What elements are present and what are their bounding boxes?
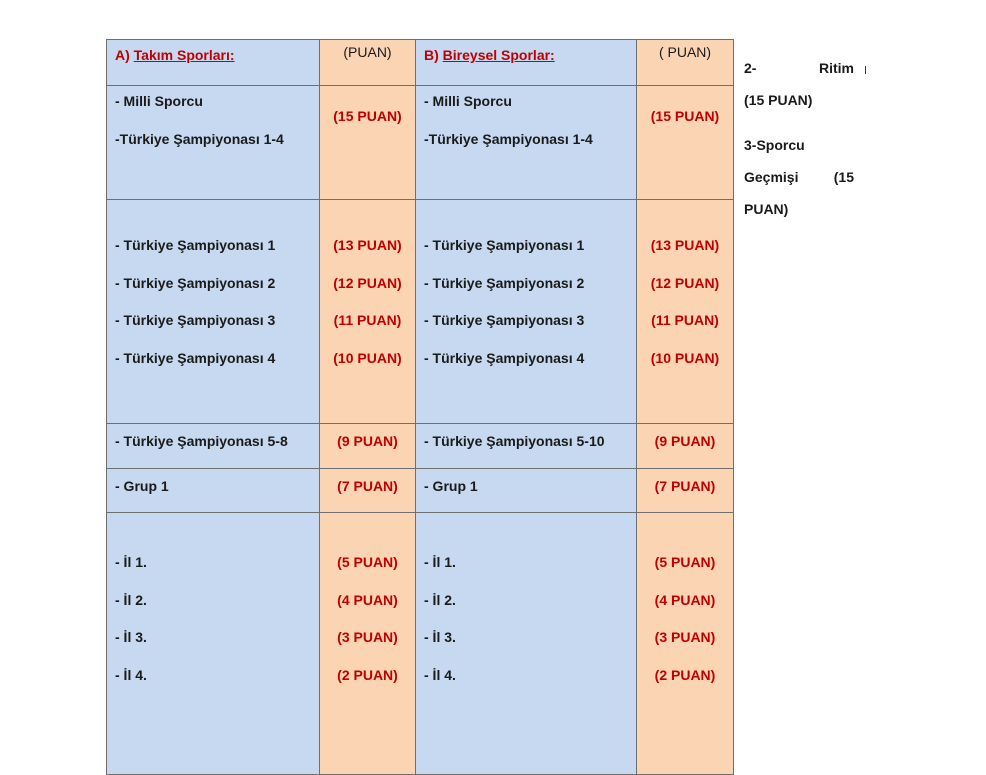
category-label: - Grup 1 — [115, 477, 169, 494]
points-value: (5 PUAN) — [654, 554, 716, 570]
team-points-header: (PUAN) — [320, 40, 416, 86]
category-label: - İl 4. — [115, 666, 147, 683]
individual-sports-prefix: B) — [424, 47, 439, 63]
table-row — [107, 424, 734, 469]
category-label: - İl 1. — [424, 554, 456, 570]
points-value: (9 PUAN) — [337, 433, 398, 449]
history-line-2b: (15 — [833, 169, 854, 185]
category-label: - Milli Sporcu — [424, 93, 512, 109]
category-label: -Türkiye Şampiyonası 1-4 — [115, 130, 284, 147]
points-cell — [637, 468, 734, 513]
rhythm-number: 2- — [744, 60, 757, 76]
points-value: (12 PUAN) — [650, 274, 720, 291]
score-table — [106, 39, 734, 775]
points-cell — [320, 468, 416, 513]
points-cell — [320, 424, 416, 469]
history-line-3: PUAN) — [744, 201, 789, 217]
team-sports-title: Takım Sporları: — [133, 47, 235, 63]
points-value: (10 PUAN) — [650, 349, 720, 366]
category-label: - Türkiye Şampiyonası 4 — [424, 349, 585, 366]
points-value: (11 PUAN) — [333, 312, 402, 328]
category-cell — [416, 468, 637, 513]
points-value: (13 PUAN) — [333, 237, 402, 253]
points-cell — [637, 86, 734, 200]
history-line-2a: Geçmişi — [744, 169, 799, 185]
points-value: (15 PUAN) — [333, 108, 402, 124]
points-value: (12 PUAN) — [333, 274, 402, 291]
category-cell — [416, 200, 637, 424]
individual-points-header: ( PUAN) — [637, 40, 734, 86]
category-label: - Türkiye Şampiyonası 1 — [115, 237, 276, 253]
side-note-history — [744, 135, 854, 231]
category-cell — [416, 86, 637, 200]
points-cell — [637, 513, 734, 775]
category-cell — [107, 424, 320, 469]
points-value: (13 PUAN) — [650, 237, 720, 253]
category-label: - Türkiye Şampiyonası 3 — [424, 312, 585, 328]
category-cell — [416, 513, 637, 775]
category-label: - İl 3. — [115, 629, 147, 645]
category-label: - İl 2. — [424, 591, 456, 608]
category-cell — [107, 468, 320, 513]
header-row — [107, 40, 734, 86]
category-label: - Türkiye Şampiyonası 2 — [115, 274, 276, 291]
table-row — [107, 86, 734, 200]
category-cell — [107, 200, 320, 424]
side-note-rhythm — [744, 58, 854, 110]
points-value: (10 PUAN) — [333, 349, 402, 366]
cursor-tick — [865, 66, 866, 74]
points-cell — [637, 424, 734, 469]
category-cell — [416, 424, 637, 469]
category-label: - Türkiye Şampiyonası 5-10 — [424, 433, 605, 449]
table-row — [107, 468, 734, 513]
category-label: -Türkiye Şampiyonası 1-4 — [424, 130, 593, 147]
category-label: - Türkiye Şampiyonası 1 — [424, 237, 585, 253]
points-value: (3 PUAN) — [654, 629, 716, 645]
rhythm-title: Ritim — [819, 60, 854, 76]
points-cell — [320, 513, 416, 775]
points-value: (4 PUAN) — [337, 591, 398, 608]
individual-sports-header — [416, 40, 637, 86]
points-value: (15 PUAN) — [650, 108, 720, 124]
category-label: - İl 1. — [115, 554, 147, 570]
table-row — [107, 200, 734, 424]
points-value: (11 PUAN) — [651, 312, 719, 328]
points-value: (4 PUAN) — [654, 591, 716, 608]
points-value: (3 PUAN) — [337, 629, 398, 645]
category-cell — [107, 86, 320, 200]
points-cell — [320, 86, 416, 200]
category-label: - Türkiye Şampiyonası 5-8 — [115, 433, 288, 449]
category-label: - Türkiye Şampiyonası 4 — [115, 349, 276, 366]
points-value: (5 PUAN) — [337, 554, 398, 570]
category-cell — [107, 513, 320, 775]
category-label: - İl 3. — [424, 629, 456, 645]
category-label: - Türkiye Şampiyonası 2 — [424, 274, 585, 291]
points-cell — [637, 200, 734, 424]
table-row — [107, 513, 734, 775]
category-label: - Türkiye Şampiyonası 3 — [115, 312, 276, 328]
rhythm-points: (15 PUAN) — [744, 92, 813, 108]
category-label: - İl 4. — [424, 666, 456, 683]
points-value: (9 PUAN) — [654, 433, 716, 449]
points-value: (7 PUAN) — [654, 477, 716, 494]
points-value: (7 PUAN) — [337, 477, 398, 494]
category-label: - İl 2. — [115, 591, 147, 608]
points-value: (2 PUAN) — [654, 666, 716, 683]
history-line-1: 3-Sporcu — [744, 137, 805, 153]
points-cell — [320, 200, 416, 424]
team-sports-prefix: A) — [115, 47, 130, 63]
category-label: - Milli Sporcu — [115, 93, 203, 109]
points-value: (2 PUAN) — [337, 666, 398, 683]
individual-sports-title: Bireysel Sporlar: — [442, 47, 555, 63]
team-sports-header — [107, 40, 320, 86]
category-label: - Grup 1 — [424, 477, 478, 494]
